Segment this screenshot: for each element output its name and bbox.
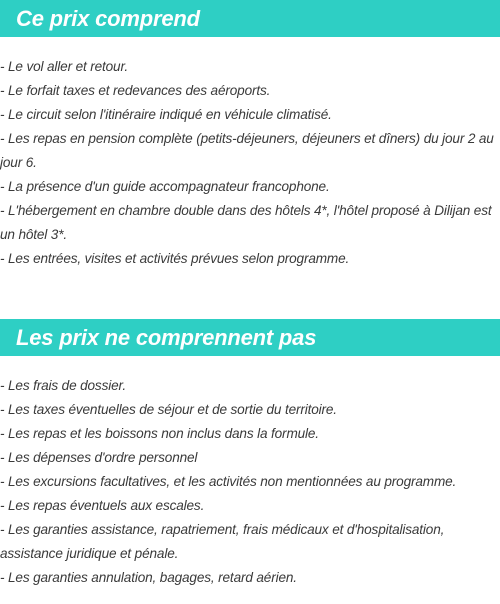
- list-item: - Le circuit selon l'itinéraire indiqué en véhicule climatisé.: [0, 107, 332, 122]
- list-item: - Les dépenses d'ordre personnel: [0, 450, 198, 465]
- list-item: - La présence d'un guide accompagnateur francophone.: [0, 179, 330, 194]
- list-item: - Les taxes éventuelles de séjour et de sortie du territoire.: [0, 402, 337, 417]
- list-item: - Le vol aller et retour.: [0, 59, 128, 74]
- list-item: - Les garanties assistance, rapatriement, frais médicaux et d'hospitalisation, assistance juridique et pénale.: [0, 522, 445, 561]
- list-item: - L'hébergement en chambre double dans des hôtels 4*, l'hôtel proposé à Dilijan est un hôtel 3*.: [0, 203, 492, 242]
- list-item: - Les entrées, visites et activités prévues selon programme.: [0, 251, 350, 266]
- excluded-section-header: [0, 319, 500, 356]
- list-item: - Les repas en pension complète (petits-déjeuners, déjeuners et dîners) du jour 2 au jour 6.: [0, 131, 494, 170]
- list-item: - Les frais de dossier.: [0, 378, 126, 393]
- list-item: - Les garanties annulation, bagages, retard aérien.: [0, 570, 297, 585]
- list-item: - Le forfait taxes et redevances des aéroports.: [0, 83, 271, 98]
- list-item: - Les repas éventuels aux escales.: [0, 498, 205, 513]
- list-item: - Les excursions facultatives, et les activités non mentionnées au programme.: [0, 474, 457, 489]
- excluded-section-title: Les prix ne comprennent pas: [16, 324, 317, 350]
- list-item: - Les repas et les boissons non inclus dans la formule.: [0, 426, 319, 441]
- included-items-list: [0, 55, 500, 271]
- included-section-title: Ce prix comprend: [16, 5, 200, 31]
- included-section-header: [0, 0, 500, 37]
- excluded-items-list: [0, 374, 500, 590]
